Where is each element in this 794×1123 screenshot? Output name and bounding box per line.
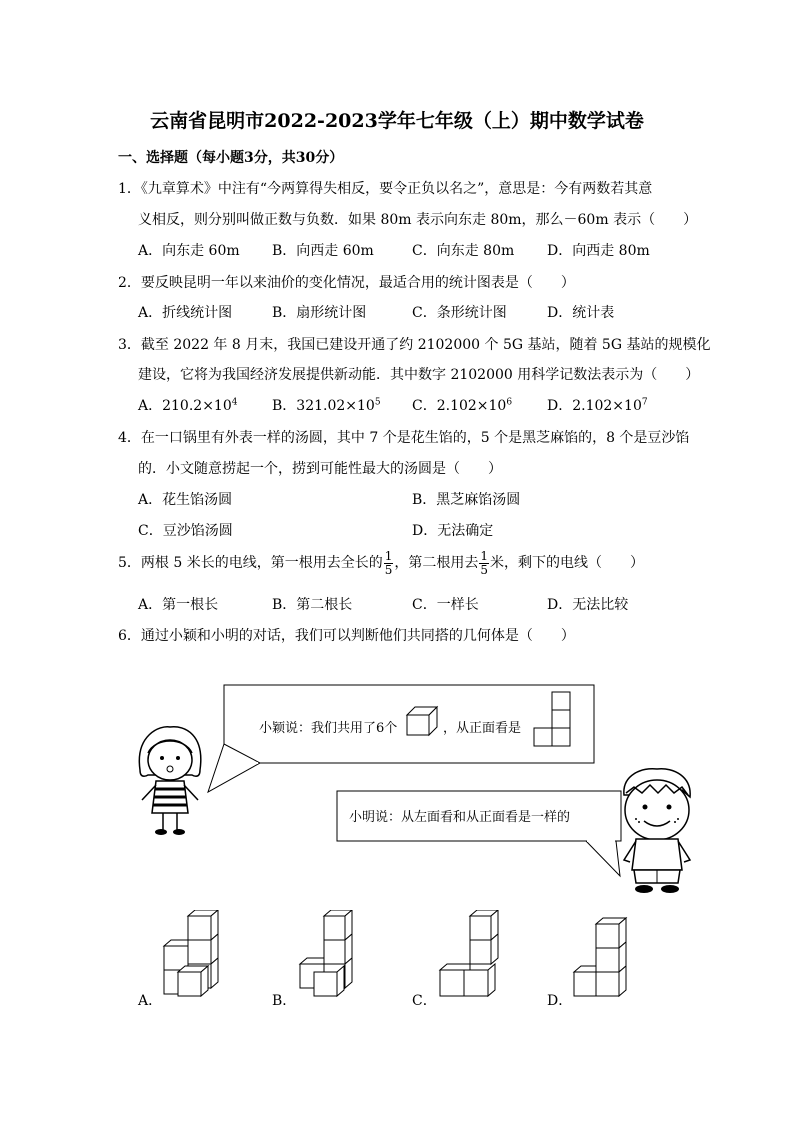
q5-option-a: A．第一根长 (138, 597, 219, 613)
q6-line1: 6．通过小颖和小明的对话，我们可以判断他们共同搭的几何体是（ ） (118, 628, 575, 644)
q3-option-a: A．$210.2\times 10^4$ (138, 397, 238, 414)
q6-option-c-figure (436, 910, 506, 1002)
boy-character-illustration (612, 765, 702, 895)
q1-line1: 1．《九章算术》中注有“今两算得失相反，要令正负以名之”，意思是：今有两数若其意 (118, 181, 653, 197)
q5-option-d: D．无法比较 (547, 597, 629, 613)
page-title: 云南省昆明市2022-2023学年七年级（上）期中数学试卷 (150, 110, 644, 132)
q4-line1: 4．在一口锅里有外表一样的汤圆，其中 7 个是花生馅的，5 个是黑芝麻馅的，8 个是豆沙馅 (118, 430, 690, 446)
q6-option-c-label: C． (412, 993, 437, 1009)
q6-option-d-figure (570, 916, 634, 1002)
q6-option-d-label: D． (547, 993, 573, 1009)
q3-option-b: B．$321.02\times 10^5$ (272, 397, 381, 414)
q2-option-d: D．统计表 (547, 305, 615, 321)
q4-option-c: C．豆沙馅汤圆 (138, 523, 233, 539)
girl-character-illustration (130, 725, 210, 840)
fraction-1: $\frac{1}{5}$ (384, 548, 393, 577)
q2-option-c: C．条形统计图 (412, 305, 507, 321)
q3-line1: 3．截至 2022 年 8 月末，我国已建设开通了约 2102000 个 5G 基站，随着 5G 基站的规模化 (118, 337, 711, 353)
q6-option-b-label: B． (272, 993, 297, 1009)
q5-option-c: C．一样长 (412, 597, 479, 613)
bubble2-text: 小明说：从左面看和从正面看是一样的 (349, 810, 571, 825)
q4-option-b: B．黑芝麻馅汤圆 (412, 492, 521, 508)
q1-option-c: C．向东走 80m (412, 243, 515, 259)
q6-option-b-figure (296, 910, 360, 1002)
q2-line1: 2．要反映昆明一年以来油价的变化情况，最适合用的统计图表是（ ） (118, 275, 575, 291)
q1-option-b: B．向西走 60m (272, 243, 374, 259)
cube-icon (405, 705, 441, 737)
bubble1-text-a: 小颖说：我们共用了6个 (259, 721, 398, 736)
q2-option-a: A．折线统计图 (138, 305, 233, 321)
q5-line1: 5．两根 5 米长的电线，第一根用去全长的 $\frac{1}{5}$ ，第二根用去 $\frac{1}{5}$ 米，剩下的电线（ ） (118, 548, 644, 577)
speech-bubble-2-frame (336, 790, 626, 880)
section-heading: 一、选择题（每小题3分，共30分） (118, 150, 344, 166)
q2-option-b: B．扇形统计图 (272, 305, 367, 321)
front-view-icon (532, 690, 572, 748)
q6-option-a-figure (160, 910, 224, 1002)
q4-line2: 的．小文随意捞起一个，捞到可能性最大的汤圆是（ ） (138, 461, 502, 477)
q5-option-b: B．第二根长 (272, 597, 353, 613)
q1-option-d: D．向西走 80m (547, 243, 650, 259)
fraction-2: $\frac{1}{5}$ (480, 548, 488, 577)
bubble1-text-b: ，从正面看是 (443, 721, 522, 736)
q4-option-d: D．无法确定 (412, 523, 494, 539)
q1-option-a: A．向东走 60m (138, 243, 240, 259)
q1-line2: 义相反，则分别叫做正数与负数．如果 80m 表示向东走 80m，那么－60m 表示（ ） (138, 212, 698, 228)
q3-option-d: D．$2.102\times 10^7$ (547, 397, 648, 414)
q3-line2: 建设，它将为我国经济发展提供新动能．其中数字 2102000 用科学记数法表示为（ ） (138, 367, 700, 383)
q4-option-a: A．花生馅汤圆 (138, 492, 233, 508)
q6-option-a-label: A． (138, 993, 163, 1009)
q3-option-c: C．$2.102\times 10^6$ (412, 397, 513, 414)
